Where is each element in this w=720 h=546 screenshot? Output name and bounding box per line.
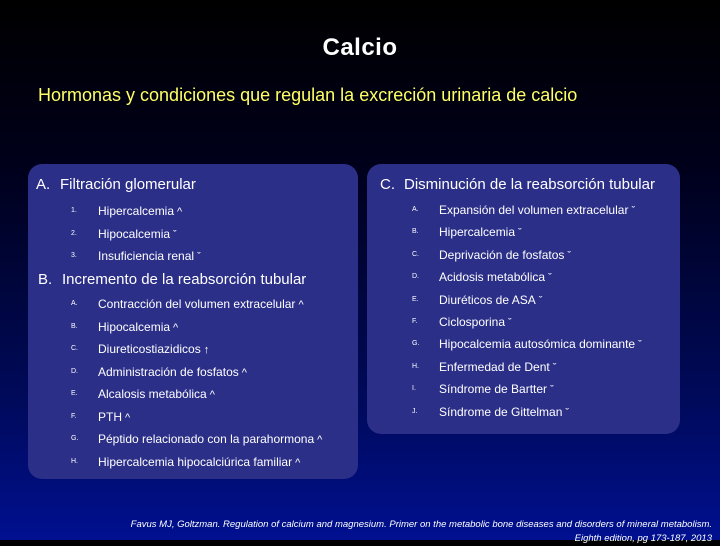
item-label: Hipocalcemia autosómica dominante — [439, 337, 636, 352]
item-text — [439, 405, 569, 419]
item-text — [439, 315, 512, 329]
item-number: B. — [412, 228, 419, 236]
item-label: Síndrome de Bartter — [439, 382, 548, 397]
item-text — [439, 382, 554, 396]
item-number: F. — [412, 318, 418, 325]
item-text — [98, 204, 182, 218]
item-text — [98, 387, 215, 401]
slide-title: Calcio — [322, 34, 398, 61]
item-text — [439, 337, 642, 351]
item-number: G. — [71, 435, 79, 442]
item-label: Péptido relacionado con la parahormona — [98, 432, 315, 446]
item-arrow: ˇ — [173, 228, 177, 241]
item-text — [439, 270, 552, 284]
item-arrow: ˇ — [565, 406, 570, 419]
item-arrow: ^ — [209, 389, 215, 401]
item-label: Acidosis metabólica — [439, 270, 546, 285]
item-label: Administración de fosfatos — [98, 364, 239, 379]
item-label: Hipocalcemia — [98, 319, 171, 334]
item-arrow: ˇ — [567, 249, 572, 262]
item-number: 1. — [71, 207, 77, 214]
item-label: Enfermedad de Dent — [439, 359, 550, 374]
item-label: Diureticostiazidicos — [98, 342, 201, 356]
item-arrow: ˇ — [508, 317, 512, 329]
item-number: A. — [71, 300, 78, 307]
item-text — [439, 225, 522, 239]
item-number: C. — [412, 250, 419, 258]
citation-line-2: Eighth edition, pg 173-187, 2013 — [574, 533, 712, 544]
item-number: G. — [412, 340, 420, 348]
item-number: H. — [412, 362, 419, 370]
item-arrow: ^ — [125, 411, 131, 424]
item-text — [439, 293, 542, 307]
item-label: PTH — [98, 409, 122, 424]
item-text — [98, 249, 201, 263]
item-number: 3. — [71, 252, 77, 259]
item-label: Insuficiencia renal — [98, 249, 195, 263]
citation-footer — [0, 518, 720, 546]
item-arrow: ˇ — [638, 339, 642, 352]
citation-line-1: Favus MJ, Goltzman. Regulation of calcium and magnesium. Primer on the metabolic bone diseases and disorders of mineral metabolism. — [130, 519, 712, 530]
item-number: I. — [412, 385, 416, 393]
item-arrow: ˇ — [538, 294, 543, 307]
slide-subtitle: Hormonas y condiciones que regulan la excreción urinaria de calcio — [38, 85, 578, 105]
item-arrow: ˇ — [548, 272, 552, 285]
item-number: 2. — [71, 229, 77, 237]
item-text — [98, 320, 178, 334]
item-label: Hipercalcemia hipocalciúrica familiar — [98, 454, 293, 469]
item-text — [98, 410, 130, 424]
item-arrow: ^ — [241, 366, 247, 379]
item-label: Ciclosporina — [439, 315, 506, 329]
item-text — [439, 248, 571, 262]
item-number: B. — [71, 322, 78, 330]
section-a-heading — [36, 176, 196, 193]
item-number: F. — [71, 412, 77, 420]
item-number: C. — [71, 345, 78, 352]
item-text — [98, 342, 209, 356]
section-b-letter: B. — [38, 271, 53, 288]
item-number: J. — [412, 407, 418, 415]
item-number: A. — [412, 206, 419, 213]
section-b-heading — [38, 271, 306, 288]
section-b-title: Incremento de la reabsorción tubular — [62, 271, 307, 288]
item-arrow: ^ — [177, 206, 183, 218]
item-arrow: ^ — [298, 299, 304, 311]
item-arrow: ˇ — [518, 227, 522, 240]
item-label: Diuréticos de ASA — [439, 292, 536, 307]
item-text — [98, 455, 300, 469]
item-text — [439, 360, 556, 374]
item-number: E. — [412, 295, 419, 303]
item-number: H. — [71, 457, 78, 465]
item-number: D. — [412, 273, 419, 281]
item-arrow: ^ — [317, 434, 323, 446]
section-a-title: Filtración glomerular — [60, 176, 196, 193]
item-label: Contracción del volumen extracelular — [98, 297, 296, 311]
section-a-letter: A. — [36, 176, 51, 193]
item-label: Hipercalcemia — [98, 204, 175, 218]
item-text — [98, 297, 304, 311]
item-arrow: ↑ — [203, 344, 210, 356]
item-text — [98, 365, 247, 379]
item-text — [439, 203, 635, 217]
item-label: Síndrome de Gittelman — [439, 404, 563, 419]
item-arrow: ˇ — [631, 205, 636, 217]
section-c-letter: C. — [380, 176, 395, 193]
item-text — [98, 227, 177, 241]
item-label: Expansión del volumen extracelular — [439, 203, 629, 217]
section-c-title: Disminución de la reabsorción tubular — [404, 176, 655, 193]
item-label: Hipocalcemia — [98, 226, 171, 241]
item-arrow: ^ — [173, 321, 179, 334]
item-number: D. — [71, 367, 78, 375]
section-c-heading — [380, 176, 655, 193]
item-text — [98, 432, 322, 446]
item-label: Alcalosis metabólica — [98, 387, 207, 401]
item-label: Deprivación de fosfatos — [439, 247, 565, 262]
item-arrow: ^ — [295, 456, 301, 469]
item-number: E. — [71, 390, 78, 397]
item-label: Hipercalcemia — [439, 225, 516, 240]
item-arrow: ˇ — [552, 361, 557, 374]
item-arrow: ˇ — [197, 251, 201, 263]
item-arrow: ˇ — [550, 384, 554, 397]
